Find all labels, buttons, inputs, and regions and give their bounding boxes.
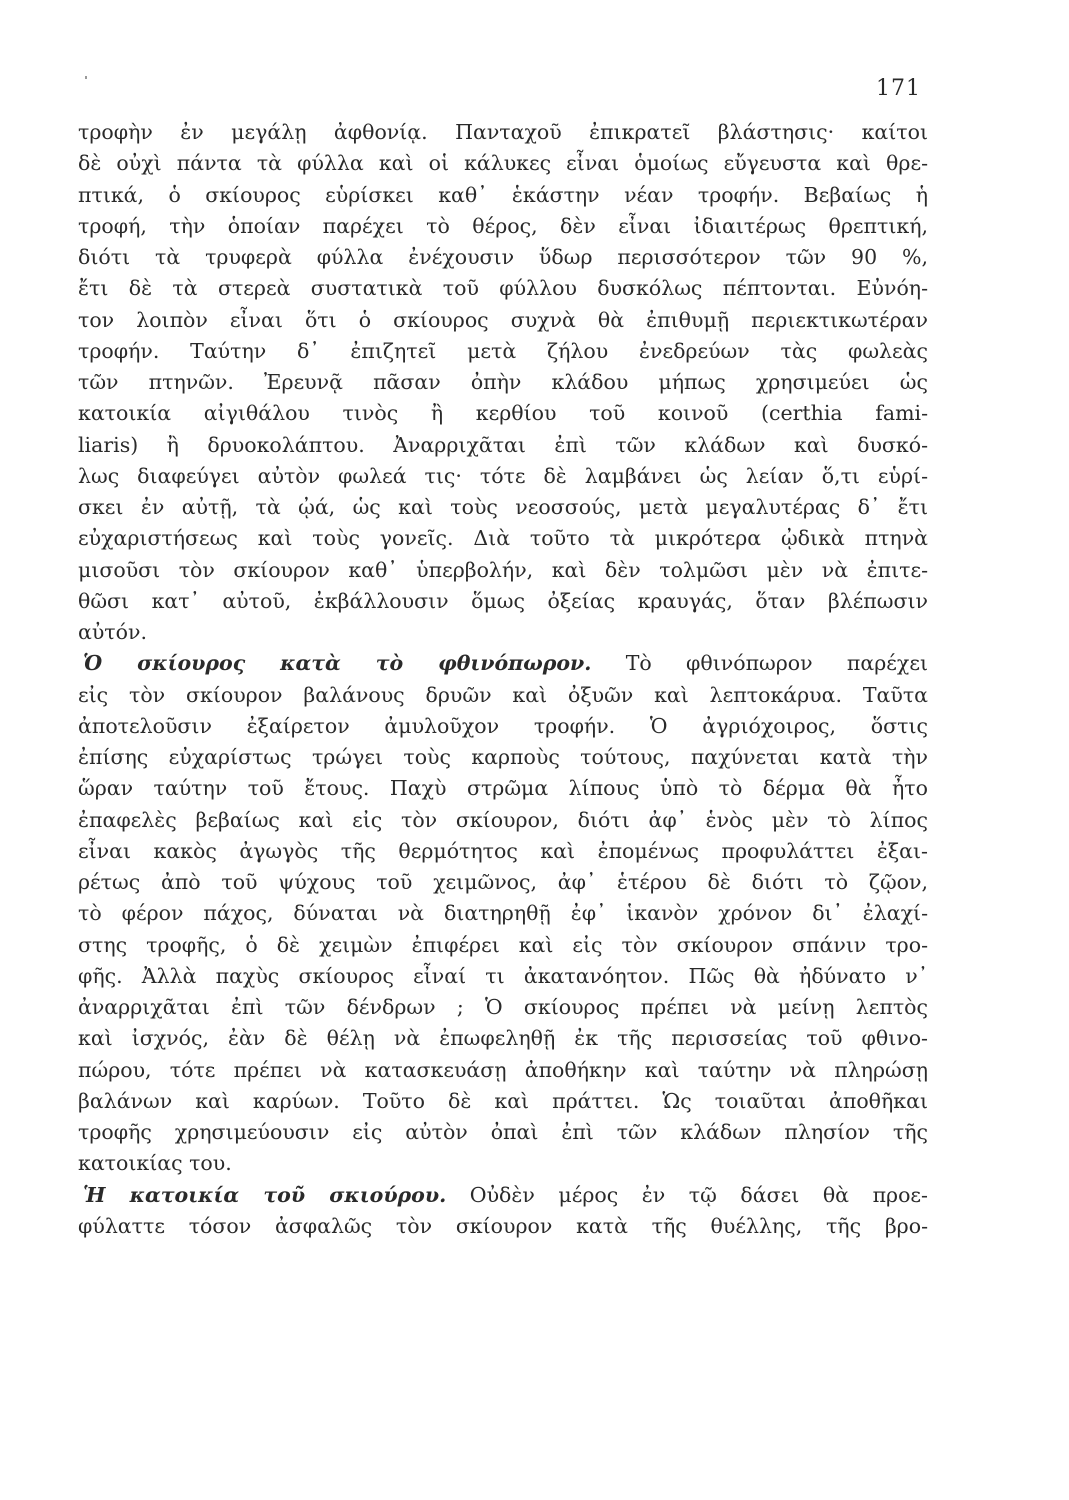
text-line: δὲ οὐχὶ πάντα τὰ φύλλα καὶ οἱ κάλυκες εἶναι ὁμοίως εὔγευστα καὶ θρε- [78, 151, 928, 176]
section-squirrel-in-autumn [78, 648, 928, 1179]
section-heading: Ὁ σκίουρος κατὰ τὸ φθινόπωρον. [83, 651, 592, 676]
text-line: αὐτόν. [78, 620, 147, 644]
page-body [78, 117, 928, 1242]
text-line: τον λοιπὸν εἶναι ὅτι ὁ σκίουρος συχνὰ θὰ ἐπιθυμῇ περιεκτικωτέραν [78, 307, 928, 332]
section-first-line-text: Οὐδὲν μέρος ἐν τῷ δάσει θὰ προε- [469, 1182, 928, 1207]
text-line: μισοῦσι τὸν σκίουρον καθ᾽ ὑπερβολήν, καὶ δὲν τολμῶσι μὲν νὰ ἐπιτε- [78, 557, 928, 582]
section-heading: Ἡ κατοικία τοῦ σκιούρου. [83, 1182, 447, 1207]
text-line: φῆς. Ἀλλὰ παχὺς σκίουρος εἶναί τι ἀκατανόητον. Πῶς θὰ ἠδύνατο ν᾽ [78, 963, 928, 988]
text-line: εἰς τὸν σκίουρον βαλάνους δρυῶν καὶ ὀξυῶν καὶ λεπτοκάρυα. Ταῦτα [78, 682, 928, 707]
text-line: κατοικία αἰγιθάλου τινὸς ἢ κερθίου τοῦ κοινοῦ (certhia fami- [78, 401, 928, 426]
text-line: ὥραν ταύτην τοῦ ἔτους. Παχὺ στρῶμα λίπους ὑπὸ τὸ δέρμα θὰ ἦτο [78, 776, 928, 801]
text-line: liaris) ἢ δρυοκολάπτου. Ἀναρριχᾶται ἐπὶ τῶν κλάδων καὶ δυσκό- [78, 432, 928, 457]
text-line: ἔτι δὲ τὰ στερεὰ συστατικὰ τοῦ φύλλου δυσκόλως πέπτονται. Εὐνόη- [78, 276, 928, 301]
text-line: πτικά, ὁ σκίουρος εὑρίσκει καθ᾽ ἑκάστην νέαν τροφήν. Βεβαίως ἡ [78, 182, 928, 207]
text-line: τροφήν. Ταύτην δ᾽ ἐπιζητεῖ μετὰ ζήλου ἐνεδρεύων τὰς φωλεὰς [78, 338, 928, 363]
text-line: εἶναι κακὸς ἀγωγὸς τῆς θερμότητος καὶ ἐπομένως προφυλάττει ἐξαι- [78, 838, 928, 863]
text-line: διότι τὰ τρυφερὰ φύλλα ἐνέχουσιν ὕδωρ περισσότερον τῶν 90 %, [78, 245, 928, 269]
text-line: τροφῆς χρησιμεύουσιν εἰς αὐτὸν ὀπαὶ ἐπὶ τῶν κλάδων πλησίον τῆς [78, 1120, 928, 1144]
section-first-line-text: Τὸ φθινόπωρον παρέχει [625, 651, 928, 676]
text-line: τροφὴν ἐν μεγάλῃ ἀφθονίᾳ. Πανταχοῦ ἐπικρατεῖ βλάστησις· καίτοι [78, 120, 928, 144]
text-line: πώρου, τότε πρέπει νὰ κατασκευάσῃ ἀποθήκην καὶ ταύτην νὰ πληρώσῃ [78, 1057, 928, 1082]
section-squirrel-dwelling [78, 1180, 928, 1243]
text-line: κατοικίας του. [78, 1151, 232, 1176]
section-first-line [78, 1180, 928, 1211]
text-line: ἀποτελοῦσιν ἐξαίρετον ἀμυλοῦχον τροφήν. Ὁ ἀγριόχοιρος, ὅστις [78, 713, 928, 738]
text-line: στης τροφῆς, ὁ δὲ χειμὼν ἐπιφέρει καὶ εἰς τὸν σκίουρον σπάνιν τρο- [78, 932, 928, 957]
text-line: ἀναρριχᾶται ἐπὶ τῶν δένδρων ; Ὁ σκίουρος πρέπει νὰ μείνῃ λεπτὸς [78, 995, 928, 1019]
text-line: σκει ἐν αὐτῇ, τὰ ᾠά, ὡς καὶ τοὺς νεοσσούς, μετὰ μεγαλυτέρας δ᾽ ἔτι [78, 495, 928, 519]
text-line: τροφή, τὴν ὁποίαν παρέχει τὸ θέρος, δὲν εἶναι ἰδιαιτέρως θρεπτική, [78, 213, 928, 238]
section-first-line [78, 648, 928, 679]
page-number: 171 [876, 76, 921, 101]
text-line: εὐχαριστήσεως καὶ τοὺς γονεῖς. Διὰ τοῦτο τὰ μικρότερα ᾠδικὰ πτηνὰ [78, 526, 928, 551]
text-line: λως διαφεύγει αὐτὸν φωλεά τις· τότε δὲ λαμβάνει ὡς λείαν ὅ,τι εὑρί- [78, 463, 928, 488]
text-line: τῶν πτηνῶν. Ἐρευνᾷ πᾶσαν ὀπὴν κλάδου μήπως χρησιμεύει ὡς [78, 370, 928, 394]
text-line: βαλάνων καὶ καρύων. Τοῦτο δὲ καὶ πράττει. Ὡς τοιαῦται ἀποθῆκαι [78, 1088, 928, 1113]
text-line: τὸ φέρον πάχος, δύναται νὰ διατηρηθῇ ἐφ᾽ ἱκανὸν χρόνον δι᾽ ἐλαχί- [78, 901, 928, 926]
paragraph-squirrel-summer-food [78, 117, 928, 648]
text-line: καὶ ἰσχνός, ἐὰν δὲ θέλῃ νὰ ἐπωφεληθῇ ἐκ τῆς περισσείας τοῦ φθινο- [78, 1026, 928, 1051]
print-speck [85, 76, 87, 79]
text-line: ἐπαφελὲς βεβαίως καὶ εἰς τὸν σκίουρον, διότι ἀφ᾽ ἑνὸς μὲν τὸ λίπος [78, 807, 928, 832]
text-line: ρέτως ἀπὸ τοῦ ψύχους τοῦ χειμῶνος, ἀφ᾽ ἑτέρου δὲ διότι τὸ ζῷον, [78, 870, 928, 894]
text-line: φύλαττε τόσον ἀσφαλῶς τὸν σκίουρον κατὰ τῆς θυέλλης, τῆς βρο- [78, 1213, 928, 1238]
text-line: θῶσι κατ᾽ αὐτοῦ, ἐκβάλλουσιν ὅμως ὀξείας κραυγάς, ὅταν βλέπωσιν [78, 588, 928, 613]
text-line: ἐπίσης εὐχαρίστως τρώγει τοὺς καρποὺς τούτους, παχύνεται κατὰ τὴν [78, 745, 928, 769]
